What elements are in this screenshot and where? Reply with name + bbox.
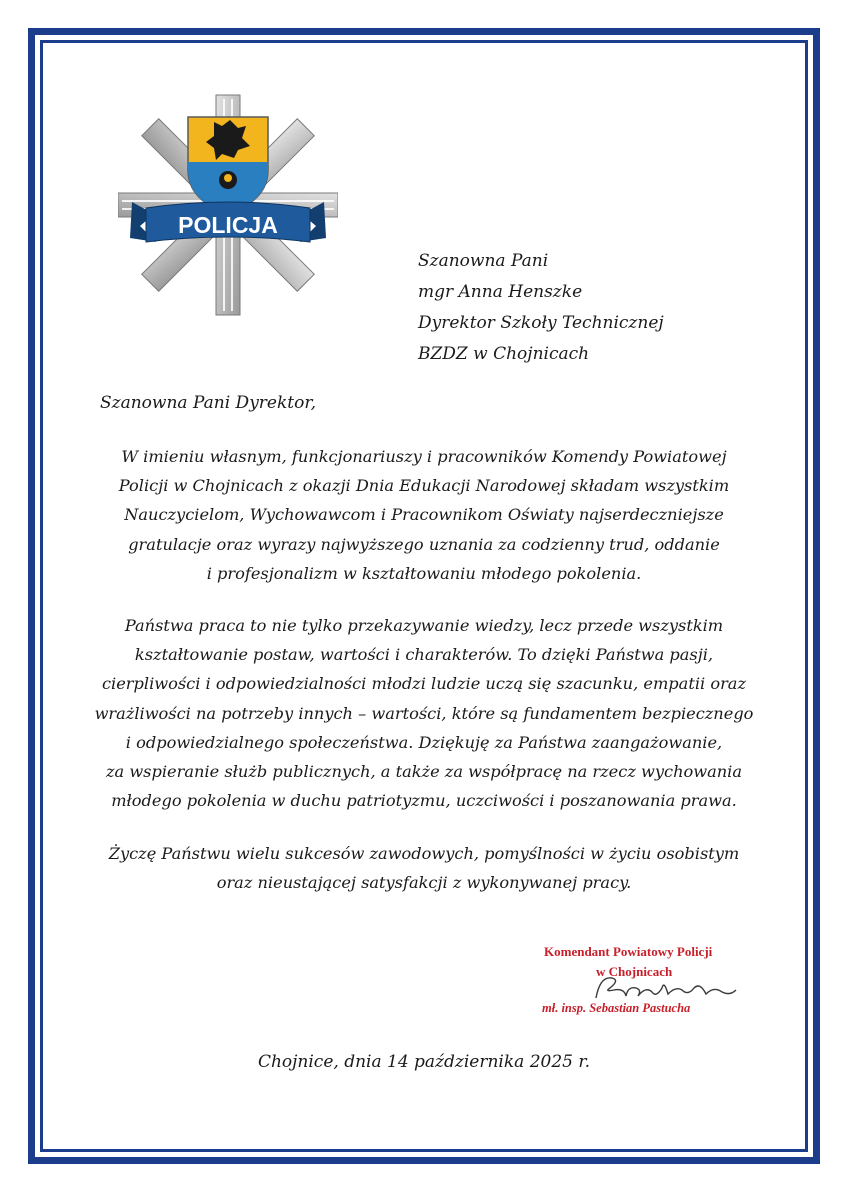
paragraph-line: Policji w Chojnicach z okazji Dnia Edukacji Narodowej składam wszystkim	[118, 476, 730, 496]
policja-text: POLICJA	[178, 212, 278, 238]
paragraph-line: cierpliwości i odpowiedzialności młodzi ludzie uczą się szacunku, empatii oraz	[101, 674, 746, 694]
recipient-line: Szanowna Pani	[418, 251, 549, 271]
police-star-logo	[118, 92, 338, 318]
paragraph-line: i odpowiedzialnego społeczeństwa. Dziękuję za Państwa zaangażowanie,	[125, 732, 723, 752]
stamp-location: w Chojnicach	[596, 964, 673, 979]
recipient-institution: BZDZ w Chojnicach	[418, 344, 590, 364]
paragraph-3	[70, 839, 778, 897]
paragraph-line: oraz nieustającej satysfakcji z wykonywanej pracy.	[216, 873, 632, 893]
recipient-title: Dyrektor Szkoły Technicznej	[418, 313, 664, 333]
official-stamp	[520, 938, 750, 1024]
paragraph-line: gratulacje oraz wyrazy najwyższego uznania za codzienny trud, oddanie	[128, 534, 720, 554]
paragraph-line: W imieniu własnym, funkcjonariuszy i pracowników Komendy Powiatowej	[121, 447, 727, 466]
paragraph-line: Państwa praca to nie tylko przekazywanie wiedzy, lecz przede wszystkim	[124, 616, 724, 635]
paragraph-2	[70, 611, 778, 815]
recipient-block	[418, 246, 664, 370]
salutation: Szanowna Pani Dyrektor,	[100, 393, 317, 413]
stamp-signatory: mł. insp. Sebastian Pastucha	[542, 1001, 691, 1015]
paragraph-line: kształtowanie postaw, wartości i charakterów. To dzięki Państwa pasji,	[134, 645, 714, 665]
paragraph-line: Życzę Państwu wielu sukcesów zawodowych, pomyślności w życiu osobistym	[108, 844, 740, 863]
paragraph-line: i profesjonalizm w kształtowaniu młodego pokolenia.	[206, 563, 642, 583]
stamp-title: Komendant Powiatowy Policji	[544, 944, 713, 959]
date-line: Chojnice, dnia 14 października 2025 r.	[257, 1052, 591, 1072]
paragraph-line: Nauczycielom, Wychowawcom i Pracownikom Oświaty najserdeczniejsze	[124, 505, 724, 525]
paragraph-line: za wspieranie służb publicznych, a także za współpracę na rzecz wychowania	[106, 762, 742, 782]
paragraph-line: młodego pokolenia w duchu patriotyzmu, uczciwości i poszanowania prawa.	[111, 791, 737, 811]
paragraph-line: wrażliwości na potrzeby innych – wartości, które są fundamentem bezpiecznego	[94, 703, 754, 723]
recipient-name: mgr Anna Henszke	[418, 282, 583, 302]
paragraph-1	[70, 442, 778, 588]
